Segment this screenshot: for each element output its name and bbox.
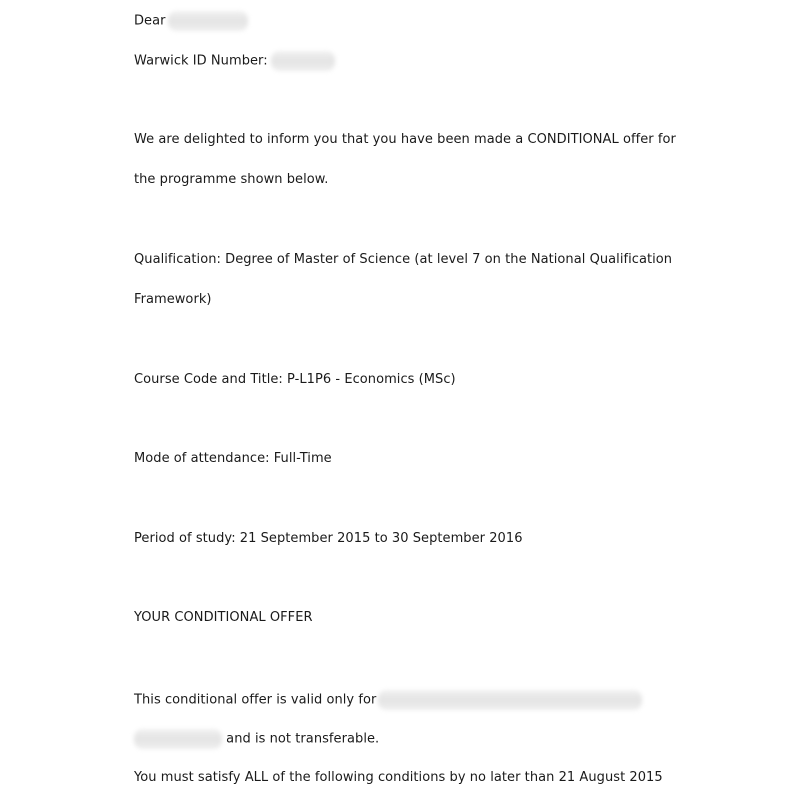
- greeting-line: [134, 11, 248, 31]
- offer-heading: YOUR CONDITIONAL OFFER: [134, 610, 313, 625]
- redacted-name: [168, 11, 248, 31]
- redacted-id: [271, 51, 335, 71]
- redacted-recipient: [378, 690, 642, 710]
- redacted-recipient-continued: [134, 729, 222, 749]
- id-label: Warwick ID Number:: [134, 53, 268, 69]
- intro-line-1: We are delighted to inform you that you have been made a CONDITIONAL offer for: [134, 132, 676, 147]
- mode-line: Mode of attendance: Full-Time: [134, 451, 332, 466]
- qualification-line-1: Qualification: Degree of Master of Science (at level 7 on the National Qualification: [134, 252, 673, 267]
- intro-line-2: the programme shown below.: [134, 172, 329, 187]
- valid-line: [134, 690, 642, 710]
- period-line: Period of study: 21 September 2015 to 30 September 2016: [134, 531, 523, 546]
- valid-prefix: This conditional offer is valid only for: [134, 692, 377, 708]
- greeting-text: Dear: [134, 13, 166, 29]
- transfer-line: [134, 729, 379, 749]
- id-line: [134, 51, 335, 71]
- valid-suffix: and is not transferable.: [222, 731, 380, 747]
- qualification-line-2: Framework): [134, 292, 212, 307]
- conditions-line: You must satisfy ALL of the following conditions by no later than 21 August 2015: [134, 770, 663, 785]
- course-line: Course Code and Title: P-L1P6 - Economics (MSc): [134, 372, 456, 387]
